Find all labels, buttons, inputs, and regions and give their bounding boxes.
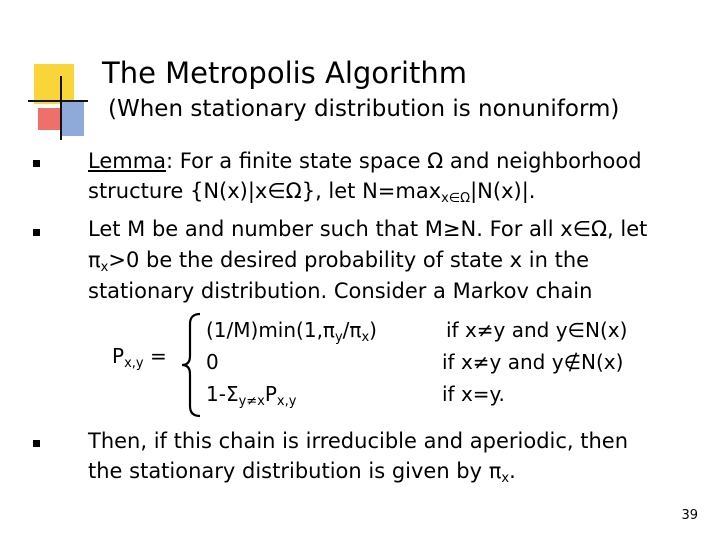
case-3-value: $1-\Sigma_{y\ne x}P_{x,y}$ bbox=[206, 382, 297, 409]
lemma-label: Lemma bbox=[88, 149, 167, 173]
left-brace bbox=[180, 312, 204, 422]
bullet-1-line-1: Lemma: For a finite state space Ω and neighborhood bbox=[88, 149, 642, 173]
page-number: 39 bbox=[681, 508, 698, 523]
bullet-2-line-1: Let M be and number such that M≥N. For all x∈Ω, let bbox=[88, 217, 648, 241]
bullet-3-line-1: Then, if this chain is irreducible and aperiodic, then bbox=[88, 429, 629, 453]
bullet-marker bbox=[33, 229, 40, 236]
bullet-marker bbox=[33, 440, 40, 447]
case-2-value: 0 bbox=[206, 350, 219, 374]
formula-lhs: $P_{x,y}$ = bbox=[112, 344, 167, 371]
bullet-3-line-2: the stationary distribution is given by $\pi_x$. bbox=[88, 459, 516, 486]
bullet-marker bbox=[33, 160, 40, 167]
bullet-2-line-2: $\pi_x>0$ be the desired probability of state x in the bbox=[88, 248, 590, 275]
bullet-2-line-3: stationary distribution. Consider a Markov chain bbox=[88, 279, 593, 303]
slide-subtitle: (When stationary distribution is nonuniform) bbox=[108, 96, 620, 122]
case-2-condition: if x≠y and y∉N(x) bbox=[442, 350, 624, 374]
slide-title: The Metropolis Algorithm bbox=[102, 56, 468, 90]
bullet-1-line-2: structure {N(x)|x∈Ω}, let $N=\max_{x\in\Omega}|N(x)|$. bbox=[88, 179, 536, 206]
case-1-condition: if x≠y and y∈N(x) bbox=[446, 318, 628, 342]
case-1-value: $(1/M)\min(1,\pi_y/\pi_x)$ bbox=[206, 318, 377, 345]
case-3-condition: if x=y. bbox=[442, 382, 505, 406]
slide-logo bbox=[28, 62, 88, 142]
